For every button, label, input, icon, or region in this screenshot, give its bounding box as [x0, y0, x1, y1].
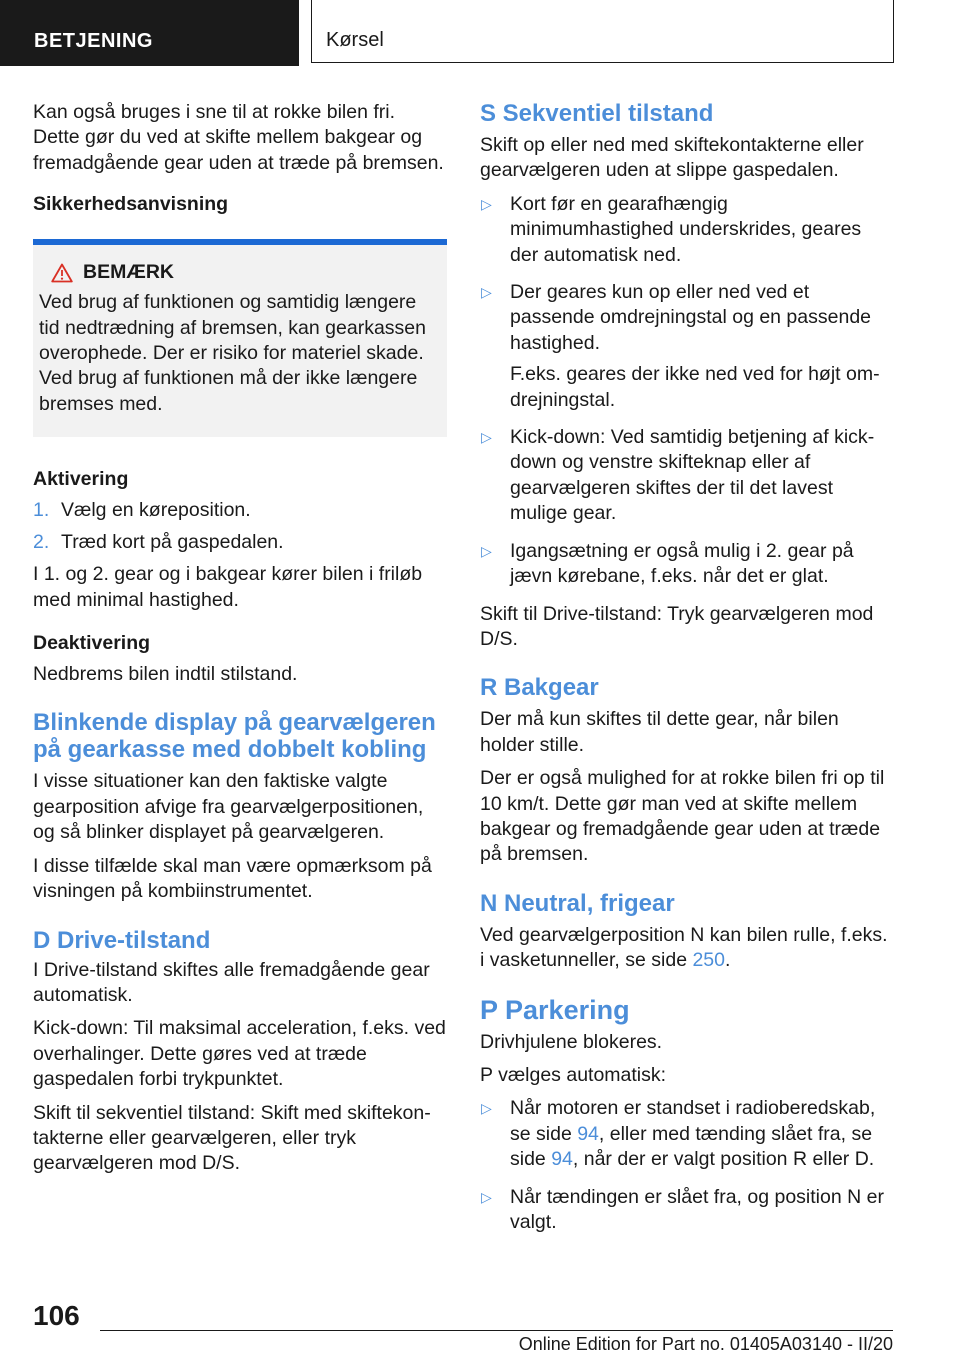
page-link-94[interactable]: 94: [551, 1148, 573, 1171]
step-number: 2.: [33, 531, 50, 554]
activation-heading: Aktivering: [33, 468, 129, 491]
footer-edition: Online Edition for Part no. 01405A03140 - II/20: [518, 1334, 893, 1354]
notice-text: Ved brug af funktionen og samtidig længere tid nedtrædning af bremsen, kan gearkassen overophede. Der er risiko for materiel skade. Ved brug af funktionen må der ikke længere bremses med.: [39, 291, 426, 415]
list-item: [480, 192, 892, 274]
section-tab: [0, 0, 299, 66]
list-item: [480, 1096, 892, 1178]
activation-note: I 1. og 2. gear og i bakgear kører bilen i friløb med minimal hastighed.: [33, 563, 423, 611]
list-item-subtext: F.eks. geares der ikke ned ved for højt omdrejningstal.: [510, 363, 880, 411]
footer-divider: [100, 1330, 893, 1331]
bullet-triangle-icon: ▷: [481, 429, 492, 446]
notice-title: [39, 261, 437, 284]
list-item: [33, 530, 447, 555]
reverse-paragraph-2: Der er også mulighed for at rokke bilen fri op til 10 km/t. Dette gør man ved at skifte mellem bakgear og fremadgående gear uden at træde på bremsen.: [480, 767, 885, 866]
drive-paragraph-3: Skift til sekventiel tilstand: Skift med skiftekontakterne eller gearvælgeren, eller tryk gearvælgeren mod D/S.: [33, 1101, 431, 1175]
park-paragraph-1: Drivhjulene blokeres.: [480, 1030, 663, 1053]
blink-paragraph-1: I visse situationer kan den faktiske valgte gearposition afvige fra gearvælgerpositionen, og så blinker displayet på gearvælgeren.: [33, 770, 424, 844]
activation-steps: [33, 498, 447, 555]
bullet-triangle-icon: ▷: [481, 542, 492, 559]
page-header: [0, 0, 960, 66]
chapter-tab: [311, 0, 894, 63]
list-item-text: Igangsætning er også mulig i 2. gear på jævn kørebane, f.eks. når det er glat.: [510, 539, 854, 588]
blink-paragraph-2: I disse tilfælde skal man være opmærksom på visningen på kombiinstrumentet.: [33, 854, 432, 903]
notice-label: BEMÆRK: [83, 261, 174, 284]
section-title: BETJENING: [34, 30, 153, 52]
step-text: Vælg en køreposition.: [61, 499, 251, 522]
blink-heading: Blinkende display på gearvælgeren på gearkasse med dobbelt kobling: [33, 709, 436, 764]
list-item-text: Kick-down: Ved samtidig betjening af kickdown og venstre skifteknap eller af gearvælgeren skiftes der til det lavest mulige gear.: [510, 426, 875, 525]
bullet-triangle-icon: ▷: [481, 195, 492, 212]
list-item-text: Der geares kun op eller ned ved et passende omdrejningstal og en passende hastighed.: [510, 281, 872, 354]
park-list: [480, 1096, 892, 1241]
list-item: [33, 498, 447, 523]
notice-box: [33, 239, 447, 437]
step-text: Træd kort på gaspedalen.: [61, 531, 284, 554]
right-column: [480, 100, 892, 1247]
park-item-text-b: , eller med tænding slået fra, se side: [510, 1122, 873, 1171]
drive-heading: D Drive-tilstand: [33, 926, 211, 954]
page-link-94[interactable]: 94: [577, 1122, 599, 1145]
list-item-text: Når tændingen er slået fra, og position N er valgt.: [510, 1185, 884, 1233]
sequential-list: [480, 192, 892, 596]
list-item-text: [510, 1096, 892, 1172]
park-paragraph-2: P vælges automatisk:: [480, 1063, 667, 1086]
sequential-paragraph-2: Skift til Drive-tilstand: Tryk gearvælgeren mod D/S.: [480, 602, 874, 650]
neutral-end: .: [725, 949, 731, 972]
list-item: [480, 1185, 892, 1242]
page-link-250[interactable]: 250: [692, 949, 725, 972]
park-item-text-c: , når der er valgt position R eller D.: [572, 1148, 875, 1171]
park-item-text-a: Når motoren er standset i radioberedskab, se side: [510, 1097, 876, 1145]
list-item-text: Kort før en gearafhængig minimumhastighed underskrides, geares der automatisk ned.: [510, 192, 862, 266]
drive-paragraph-1: I Drive-tilstand skiftes alle fremadgående gear automatisk.: [33, 958, 430, 1006]
reverse-heading: R Bakgear: [480, 674, 599, 702]
reverse-paragraph-1: Der må kun skiftes til dette gear, når bilen holder stille.: [480, 708, 839, 756]
page-number: 106: [33, 1300, 80, 1331]
left-column: [33, 100, 447, 1185]
safety-heading: Sikkerhedsanvisning: [33, 193, 229, 216]
list-item: [480, 280, 892, 419]
step-number: 1.: [33, 499, 50, 522]
chapter-title: Kørsel: [326, 29, 384, 51]
bullet-triangle-icon: ▷: [481, 284, 492, 301]
deactivation-heading: Deaktivering: [33, 632, 151, 655]
warning-triangle-icon: [51, 263, 73, 283]
intro-paragraph: Kan også bruges i sne til at rokke bilen fri. Dette gør du ved at skifte mellem bakgear og fremadgående gear uden at træde på bremsen.: [33, 101, 444, 174]
neutral-heading: N Neutral, frigear: [480, 889, 675, 917]
neutral-paragraph: [480, 923, 892, 974]
bullet-triangle-icon: ▷: [481, 1188, 492, 1205]
drive-paragraph-2: Kick-down: Til maksimal acceleration, f.eks. ved overhalinger. Dette gøres ved at træde gaspedalen forbi trykpunktet.: [33, 1017, 446, 1091]
sequential-heading: S Sekventiel tilstand: [480, 100, 714, 127]
sequential-paragraph-1: Skift op eller ned med skiftekontakterne eller gearvælgeren uden at slippe gaspedalen.: [480, 134, 864, 182]
deactivation-text: Nedbrems bilen indtil stilstand.: [33, 663, 298, 686]
bullet-triangle-icon: ▷: [481, 1100, 492, 1117]
neutral-text: Ved gearvælgerposition N kan bilen rulle, f.eks. i vasketunneller, se side: [480, 923, 888, 972]
park-heading: P Parkering: [480, 994, 630, 1025]
list-item: [480, 425, 892, 533]
list-item: [480, 539, 892, 596]
